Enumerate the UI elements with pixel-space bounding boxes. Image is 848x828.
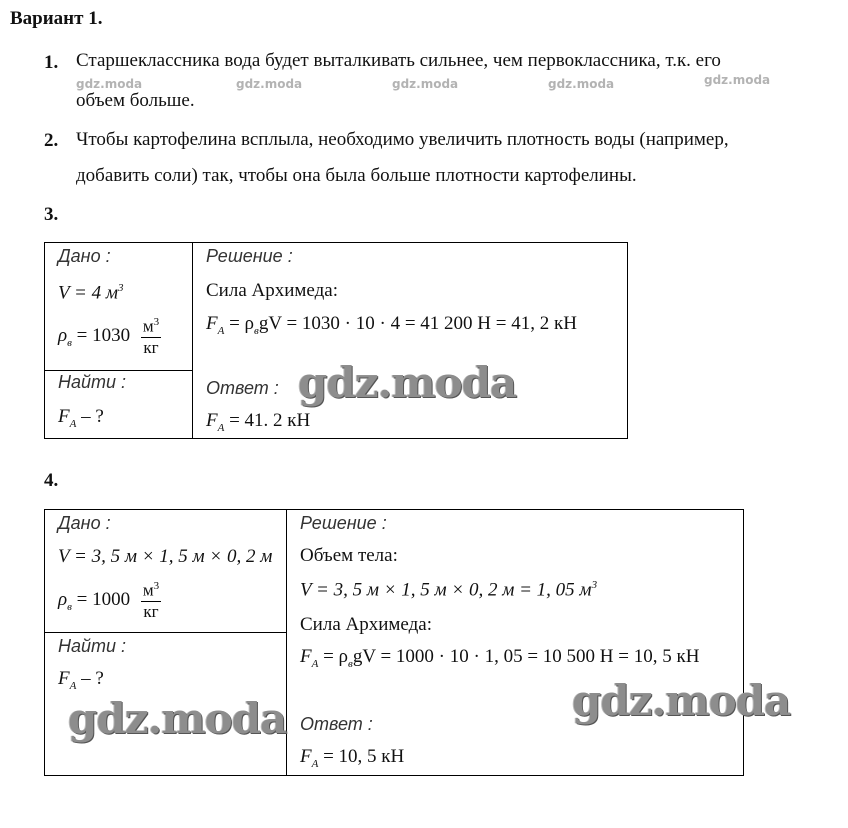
rho-value: = 1030	[76, 325, 131, 347]
find-f-rest-4: – ?	[81, 668, 104, 689]
task-3-given-volume	[58, 282, 123, 304]
find-f-sub: A	[69, 417, 77, 430]
answer-f: F	[206, 410, 218, 431]
find-f: F	[58, 406, 70, 427]
find-f-rest: – ?	[81, 406, 104, 427]
page-title	[10, 8, 102, 30]
task-3-answer-value	[206, 410, 310, 434]
answer-f-4: F	[300, 746, 312, 767]
formula-rho-sub: в	[254, 324, 259, 337]
task-3-number: 3.	[44, 204, 59, 225]
density-unit-fraction	[141, 316, 161, 358]
task-4-volume-heading: Объем тела:	[300, 545, 398, 566]
formula-f-sub: A	[217, 324, 225, 337]
task-3-solution-formula	[206, 313, 577, 337]
task-4-find-value	[58, 668, 104, 692]
watermark-big-2: gdz.moda	[68, 694, 287, 743]
task-4-find-label: Найти :	[58, 636, 127, 656]
unit-numerator-4	[141, 580, 161, 602]
watermark-big-3: gdz.moda	[572, 676, 791, 725]
formula-f: F	[206, 313, 218, 334]
task-3-solution-heading: Сила Архимеда:	[206, 280, 338, 301]
answer-f-sub-4: A	[311, 757, 319, 770]
task-3-answer-label: Ответ :	[206, 378, 279, 398]
unit-denominator: кг	[143, 337, 159, 357]
find-f-sub-4: A	[69, 679, 77, 692]
item-2-line-2: добавить соли) так, чтобы она была больше плотности картофелины.	[76, 165, 637, 186]
task-3-find-label: Найти :	[58, 372, 127, 392]
item-1-number: 1.	[44, 52, 59, 73]
formula-f-4: F	[300, 646, 312, 667]
task-3-given-density	[58, 316, 161, 358]
item-1-line-2: объем больше.	[76, 90, 195, 111]
watermark-small-1: gdz.moda	[76, 77, 143, 91]
formula-f-sub-4: A	[311, 657, 319, 670]
task-4-given-volume: V = 3, 5 м × 1, 5 м × 0, 2 м	[58, 546, 273, 567]
task-4-number: 4.	[44, 470, 59, 491]
unit-numerator	[141, 316, 161, 338]
task-4-answer-label: Ответ :	[300, 714, 373, 734]
volume-formula-sup: 3	[591, 579, 598, 591]
formula-rest-4: gV = 1000 · 10 · 1, 05 = 10 500 Н = 10, 5 кН	[352, 646, 700, 667]
answer-text: = 41. 2 кН	[229, 410, 311, 431]
formula-rho-4: = ρ	[323, 646, 349, 667]
volume-formula-text: V = 3, 5 м × 1, 5 м × 0, 2 м = 1, 05 м	[300, 579, 592, 601]
task-3-given-label: Дано :	[58, 246, 111, 266]
rho-symbol: ρ	[58, 325, 68, 347]
task-3-divider-v	[192, 242, 193, 439]
rho-value-4: = 1000	[76, 589, 131, 611]
task-3-solution-label: Решение :	[206, 246, 293, 266]
formula-rho: = ρ	[229, 313, 255, 334]
task-4-given-label: Дано :	[58, 513, 111, 533]
title-text: Вариант 1.	[10, 8, 103, 29]
rho-sub: в	[67, 336, 72, 349]
given-volume-text: V = 4 м	[58, 282, 118, 304]
task-4-solution-heading: Сила Архимеда:	[300, 614, 432, 635]
unit-top: м	[142, 316, 154, 336]
unit-top-4: м	[142, 580, 154, 600]
item-2-line-1: Чтобы картофелина всплыла, необходимо увеличить плотность воды (например,	[76, 129, 729, 150]
formula-rest: gV = 1030 · 10 · 4 = 41 200 Н = 41, 2 кН	[258, 313, 577, 334]
task-4-given-density	[58, 580, 161, 622]
task-4-volume-formula	[300, 579, 597, 601]
task-4-solution-label: Решение :	[300, 513, 387, 533]
rho-symbol-4: ρ	[58, 589, 68, 611]
watermark-small-4: gdz.moda	[548, 77, 615, 91]
formula-rho-sub-4: в	[348, 657, 353, 670]
unit-denominator-4: кг	[143, 601, 159, 621]
answer-text-4: = 10, 5 кН	[323, 746, 405, 767]
watermark-big-1: gdz.moda	[298, 358, 517, 407]
density-unit-fraction-4	[141, 580, 161, 622]
task-3-divider-h	[44, 370, 193, 371]
rho-sub-4: в	[67, 600, 72, 613]
find-f-4: F	[58, 668, 70, 689]
watermark-small-3: gdz.moda	[392, 77, 459, 91]
watermark-small-5: gdz.moda	[704, 73, 771, 87]
watermark-small-2: gdz.moda	[236, 77, 303, 91]
task-4-divider-h	[44, 632, 287, 633]
task-4-answer-value	[300, 746, 404, 770]
task-3-find-value	[58, 406, 104, 430]
answer-f-sub: A	[217, 421, 225, 434]
task-4-solution-formula	[300, 646, 699, 670]
given-volume-sup: 3	[117, 282, 124, 294]
item-1-line-1: Старшеклассника вода будет выталкивать сильнее, чем первоклассника, т.к. его	[76, 50, 721, 71]
unit-top-sup: 3	[153, 316, 160, 328]
item-2-number: 2.	[44, 130, 59, 151]
unit-top-sup-4: 3	[153, 580, 160, 592]
